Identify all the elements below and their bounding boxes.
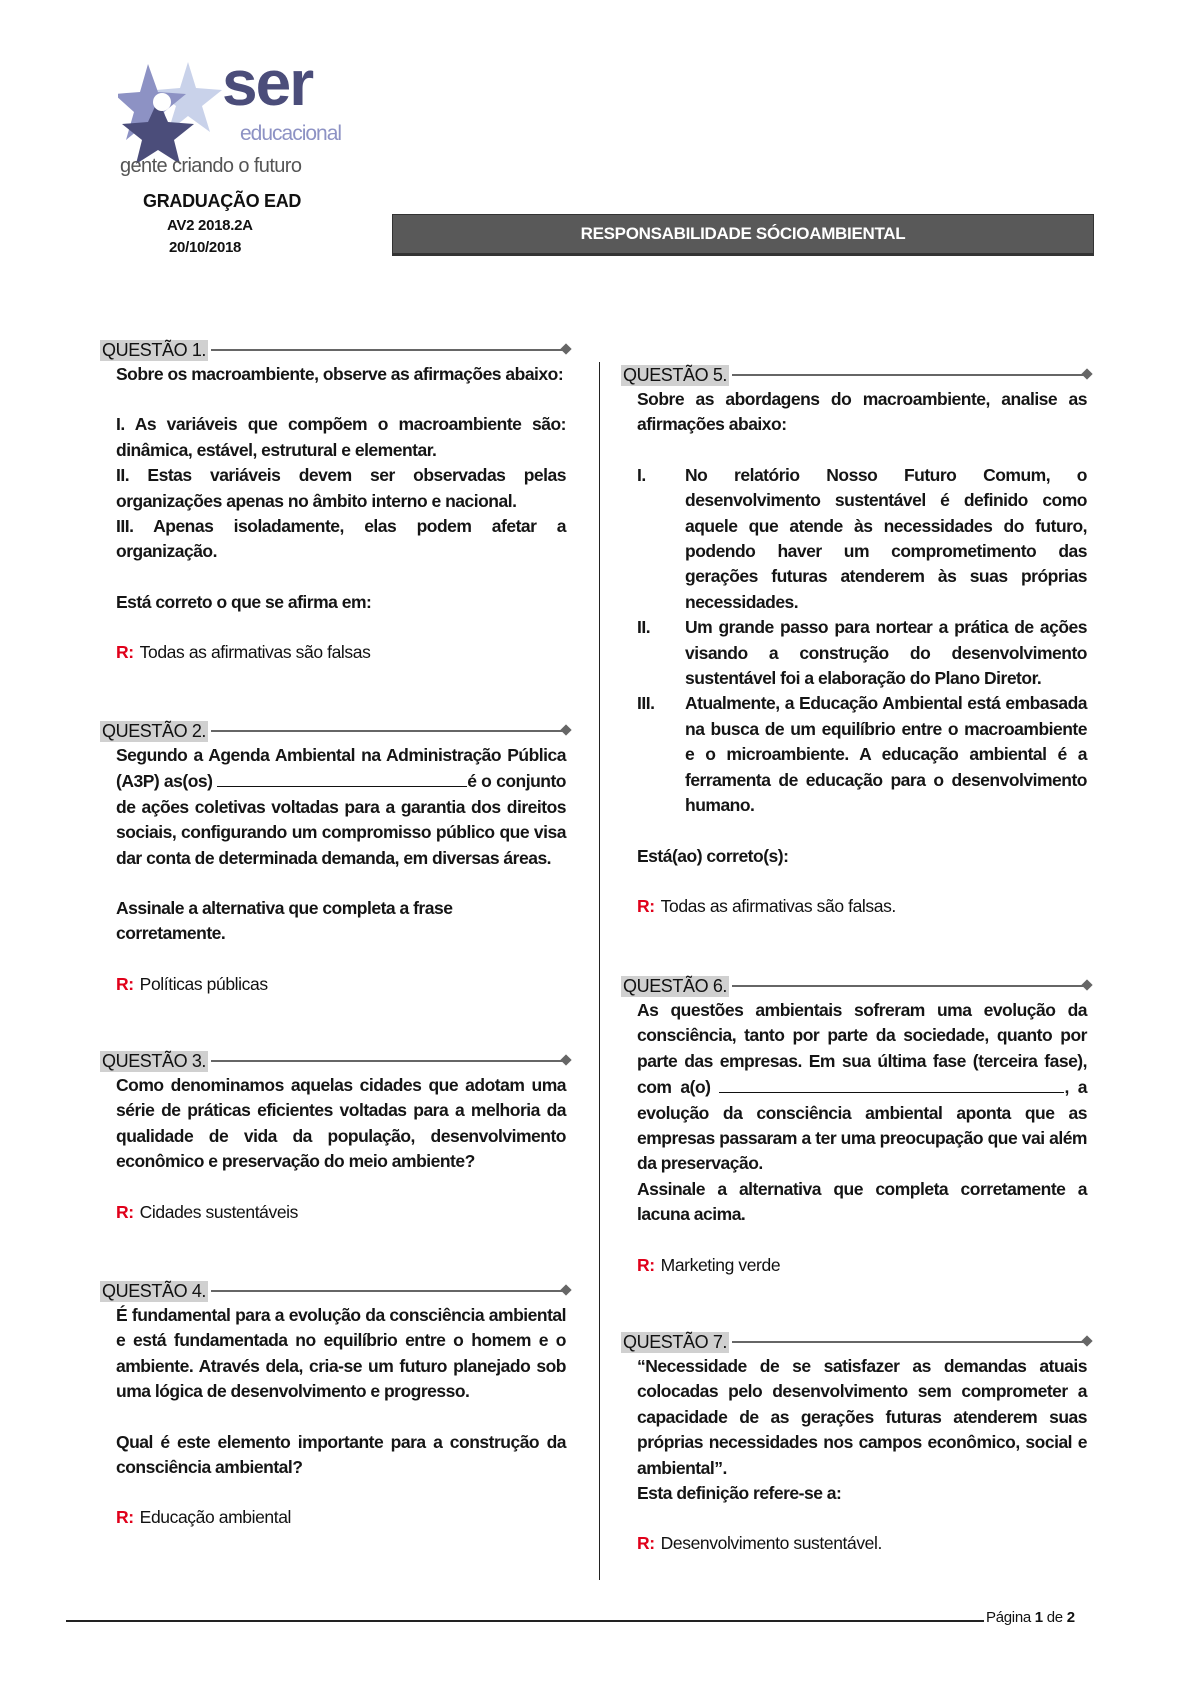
answer [116, 640, 566, 665]
statement-2 [637, 615, 1087, 691]
statement-number: I. [637, 464, 646, 485]
answer [637, 1253, 1087, 1278]
answer-prefix: R: [116, 642, 134, 663]
statement: II. Estas variáveis devem ser observadas pelas organizações apenas no âmbito interno e nacional. [116, 465, 566, 511]
statement: I. As variáveis que compõem o macroambiente são: dinâmica, estável, estrutural e elementar. [116, 414, 566, 460]
question-prompt: Está correto o que se afirma em: [116, 591, 372, 612]
answer [116, 972, 566, 997]
logo-wordmark: ser [222, 47, 313, 119]
question-4 [100, 1279, 566, 1531]
statement-text: Um grande passo para nortear a prática de ações visando a construção do desenvolvimento sustentável foi a elaboração do Plano Diretor. [685, 617, 1087, 689]
current-page: 1 [1034, 1609, 1043, 1626]
question-label: QUESTÃO 1. [102, 339, 207, 360]
question-1 [100, 338, 566, 666]
statement: III. Apenas isoladamente, elas podem afetar a organização. [116, 516, 566, 562]
question-intro: “Necessidade de se satisfazer as demandas atuais colocadas pelo desenvolvimento sem comprometer a capacidade de as gerações futuras atenderem suas próprias necessidades nos campos econômico, social e ambiental”. [637, 1356, 1087, 1478]
question-label: QUESTÃO 3. [102, 1050, 207, 1071]
page-of: de [1046, 1609, 1063, 1626]
answer-prefix: R: [116, 973, 134, 994]
question-label: QUESTÃO 6. [623, 975, 728, 996]
question-label: QUESTÃO 5. [623, 364, 728, 385]
question-label: QUESTÃO 7. [623, 1331, 728, 1352]
question-prompt: Assinale a alternativa que completa a frase corretamente. [116, 898, 453, 944]
question-intro: Sobre os macroambiente, observe as afirmações abaixo: [116, 364, 564, 384]
question-intro-cont: , a evolução da consciência ambiental aponta que as empresas passaram a ter uma preocupação que vai além da preservação. [637, 1077, 1087, 1174]
answer-text: Todas as afirmativas são falsas [139, 642, 371, 663]
answer-prefix: R: [116, 1507, 134, 1528]
question-intro-cont: é o conjunto de ações coletivas voltadas para a garantia dos direitos sociais, configurando um compromisso público que visa dar conta de determinada demanda, em diversas áreas. [116, 771, 566, 868]
answer [637, 894, 1087, 919]
answer [116, 1200, 566, 1225]
statement-1 [637, 463, 1087, 615]
statement-text: Atualmente, a Educação Ambiental está embasada na busca de um equilíbrio entre o macroambiente e o microambiente. A educação ambiental é a ferramenta de educação para o desenvolvimento humano. [685, 693, 1087, 816]
question-rule [732, 374, 1087, 376]
exam-code: AV2 2018.2A [167, 217, 253, 234]
statement-number: III. [637, 693, 655, 714]
question-7 [621, 1330, 1087, 1557]
question-intro: Sobre as abordagens do macroambiente, analise as afirmações abaixo: [637, 389, 1087, 435]
question-rule [211, 1060, 566, 1062]
statement-3 [637, 691, 1087, 818]
question-intro: Como denominamos aquelas cidades que adotam uma série de práticas eficientes voltadas para a melhoria da qualidade de vida da população, desenvolvimento econômico e preservação do meio ambiente? [116, 1075, 566, 1172]
column-divider [599, 362, 600, 1580]
answer-text: Educação ambiental [139, 1507, 292, 1528]
program-title: GRADUAÇÃO EAD [143, 191, 302, 211]
question-label: QUESTÃO 4. [102, 1280, 207, 1301]
subject-banner [392, 214, 1094, 256]
total-pages: 2 [1066, 1609, 1075, 1626]
statement-text: No relatório Nosso Futuro Comum, o desenvolvimento sustentável é definido como aquele que atende às necessidades do futuro, podendo haver um comprometimento das gerações futuras atenderem às suas próprias necessidades. [685, 464, 1087, 612]
fill-blank [217, 768, 467, 787]
question-prompt: Qual é este elemento importante para a construção da consciência ambiental? [116, 1431, 566, 1478]
answer-text: Políticas públicas [139, 973, 268, 994]
exam-date: 20/10/2018 [169, 239, 242, 256]
answer [637, 1531, 1087, 1556]
logo-tagline: gente criando o futuro [120, 155, 302, 177]
answer-prefix: R: [637, 1533, 655, 1554]
statement-number: II. [637, 617, 651, 638]
question-intro: As questões ambientais sofreram uma evolução da consciência, tanto por parte da sociedade, quanto por parte das empresas. Em sua última fase (terceira fase), com a(o) [637, 1000, 1087, 1098]
answer-prefix: R: [637, 1254, 655, 1275]
question-prompt: Está(ao) correto(s): [637, 845, 789, 866]
answer-text: Cidades sustentáveis [139, 1201, 299, 1222]
question-rule [211, 1290, 566, 1292]
answer-prefix: R: [116, 1201, 134, 1222]
answer-text: Marketing verde [660, 1254, 781, 1275]
answer-text: Desenvolvimento sustentável. [660, 1533, 882, 1554]
question-5 [621, 363, 1087, 919]
answer [116, 1505, 566, 1530]
footer-rule [66, 1620, 984, 1622]
question-rule [732, 985, 1087, 987]
page-word: Página [986, 1609, 1031, 1626]
question-prompt: Esta definição refere-se a: [637, 1483, 842, 1504]
question-rule [732, 1341, 1087, 1343]
fill-blank [719, 1074, 1064, 1093]
question-intro: Segundo a Agenda Ambiental na Administração Pública (A3P) as(os) [116, 745, 566, 792]
question-label: QUESTÃO 2. [102, 720, 207, 741]
subject-title: RESPONSABILIDADE SÓCIOAMBIENTAL [580, 224, 906, 243]
question-2 [100, 719, 566, 997]
answer-prefix: R: [637, 895, 655, 916]
question-rule [211, 349, 566, 351]
answer-text: Todas as afirmativas são falsas. [660, 895, 896, 916]
question-6 [621, 974, 1087, 1278]
question-3 [100, 1049, 566, 1225]
logo-subtitle: educacional [240, 122, 342, 145]
question-prompt: Assinale a alternativa que completa corretamente a lacuna acima. [637, 1178, 1087, 1225]
page-number [986, 1609, 1075, 1626]
question-intro: É fundamental para a evolução da consciência ambiental e está fundamentada no equilíbrio entre o homem e o ambiente. Através dela, cria-se um futuro planejado sob uma lógica de desenvolvimento e progresso. [116, 1305, 566, 1402]
question-rule [211, 730, 566, 732]
